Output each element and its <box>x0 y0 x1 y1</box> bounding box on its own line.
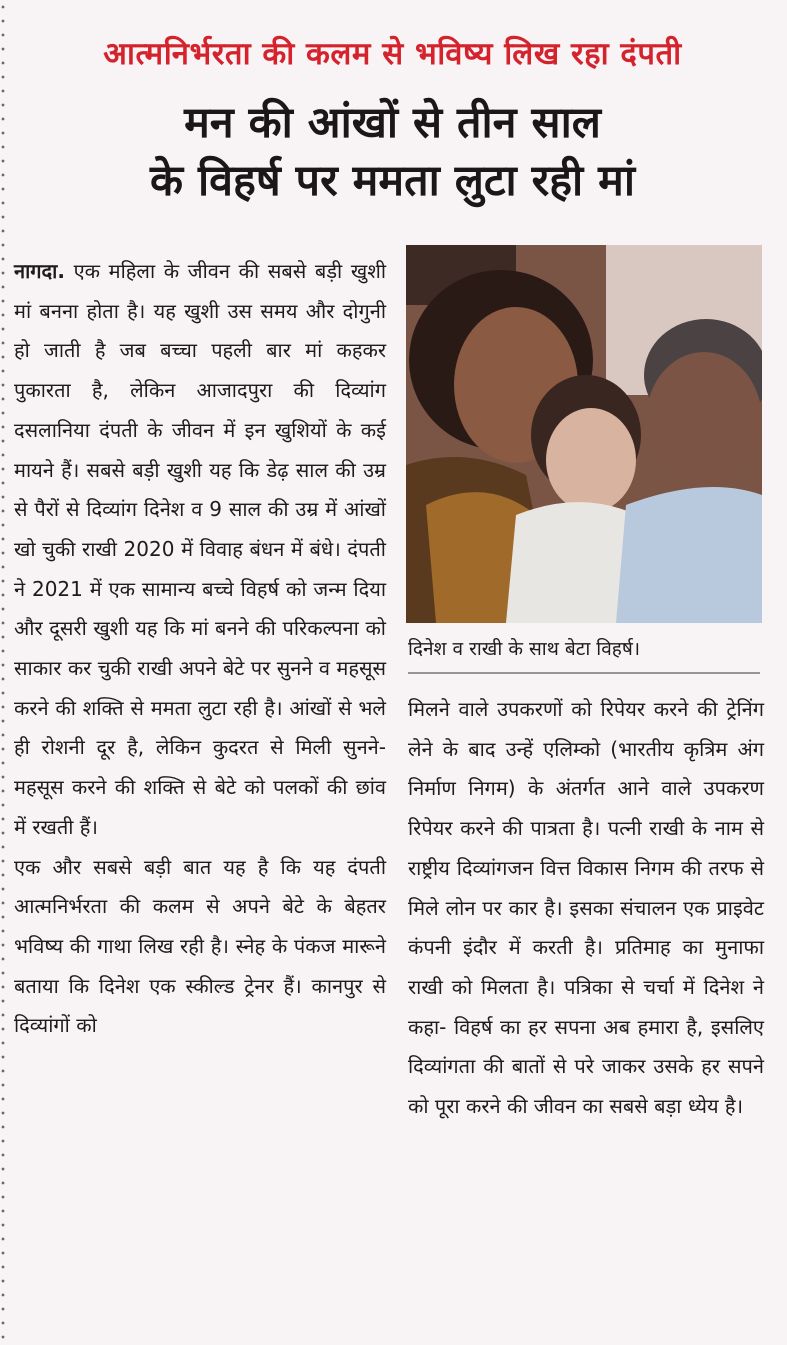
paragraph: एक और सबसे बड़ी बात यह है कि यह दंपती आत्मनिर्भरता की कलम से अपने बेटे के बेहतर भविष्य की गाथा लिख रही है। स्नेह के पंकज मारूने बताया कि दिनेश एक स्कील्ड ट्रेनर हैं। कानपुर से दिव्यांगों को <box>14 854 386 1038</box>
right-column <box>408 690 764 1127</box>
paragraph: मिलने वाले उपकरणों को रिपेयर करने की ट्रेनिंग लेने के बाद उन्हें एलिम्को (भारतीय कृत्रिम अंग निर्माण निगम) के अंतर्गत आने वाले उपकरण रिपेयर करने की पात्रता है। पत्नी राखी के नाम से राष्ट्रीय दिव्यांगजन वित्त विकास निगम की तरफ से मिले लोन पर कार है। इसका संचालन एक प्राइवेट कंपनी इंदौर में करती है। प्रतिमाह का मुनाफा राखी को मिलता है। पत्रिका से चर्चा में दिनेश ने कहा- विहर्ष का हर सपना अब हमारा है, इसलिए दिव्यांगता की बातों से परे जाकर उसके हर सपने को पूरा करने की जीवन का सबसे बड़ा ध्येय है। <box>408 697 764 1119</box>
headline-line-2: के विहर्ष पर ममता लुटा रही मां <box>149 156 636 206</box>
main-headline <box>20 94 765 210</box>
headline-line-1: मन की आंखों से तीन साल <box>184 98 601 148</box>
left-column <box>14 252 386 1046</box>
kicker-headline: आत्मनिर्भरता की कलम से भविष्य लिख रहा दंपती <box>103 36 682 72</box>
paragraph <box>14 252 386 848</box>
family-photo <box>406 245 762 623</box>
paragraph-text: एक महिला के जीवन की सबसे बड़ी खुशी मां बनना होता है। यह खुशी उस समय और दोगुनी हो जाती है जब बच्चा पहली बार मां कहकर पुकारता है, लेकिन आजादपुरा की दिव्यांग दसलानिया दंपती के जीवन में इन खुशियों के कई मायने हैं। सबसे बड़ी खुशी यह कि डेढ़ साल की उम्र से पैरों से दिव्यांग दिनेश व 9 साल की उम्र में आंखों खो चुकी राखी 2020 में विवाह बंधन में बंधे। दंपती ने 2021 में एक सामान्य बच्चे विहर्ष को जन्म दिया और दूसरी खुशी यह कि मां बनने की परिकल्पना को साकार कर चुकी राखी अपने बेटे पर सुनने व महसूस करने की शक्ति से ममता लुटा रही है। आंखों से भले ही रोशनी दूर है, लेकिन कुदरत से मिली सुनने-महसूस करने की शक्ति से बेटे को पलकों की छांव में रखती हैं। <box>14 259 386 839</box>
dateline: नागदा. <box>14 259 65 283</box>
photo-caption: दिनेश व राखी के साथ बेटा विहर्ष। <box>408 630 760 674</box>
perforated-edge <box>0 0 6 1345</box>
